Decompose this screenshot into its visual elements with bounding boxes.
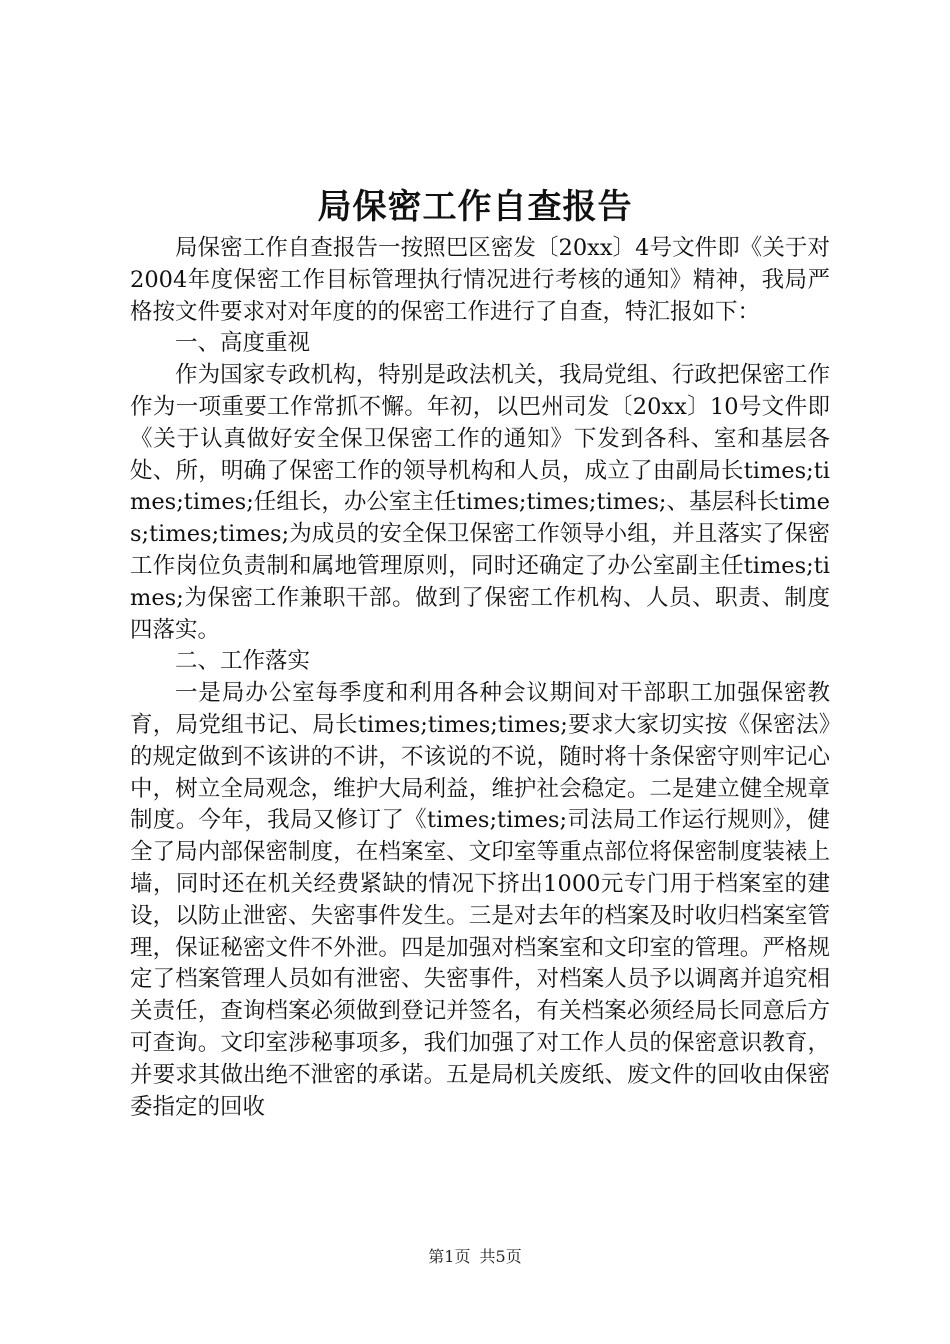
document-body (130, 233, 830, 1123)
page-total: 共5页 (479, 1247, 522, 1266)
page-footer (0, 1244, 950, 1267)
section-heading-1: 一、高度重视 (175, 330, 311, 357)
section-heading-2: 二、工作落实 (175, 648, 311, 675)
intro-paragraph: 局保密工作自查报告一按照巴区密发〔20xx〕4号文件即《关于对2004年度保密工作目标管理执行情况进行考核的通知》精神，我局严格按文件要求对对年度的的保密工作进行了自查，特汇报如下： (130, 235, 830, 325)
document-title: 局保密工作自查报告 (317, 187, 633, 227)
page-number: 第1页 (428, 1247, 471, 1266)
section-paragraph-2: 一是局办公室每季度和利用各种会议期间对干部职工加强保密教育，局党组书记、局长times;times;times;要求大家切实按《保密法》的规定做到不该讲的不讲，不该说的不说，随时将十条保密守则牢记心中，树立全局观念，维护大局利益，维护社会稳定。二是建立健全规章制度。今年，我局又修订了《times;times;司法局工作运行规则》，健全了局内部保密制度，在档案室、文印室等重点部位将保密制度装裱上墙，同时还在机关经费紧缺的情况下挤出1000元专门用于档案室的建设，以防止泄密、失密事件发生。三是对去年的档案及时收归档案室管理，保证秘密文件不外泄。四是加强对档案室和文印室的管理。严格规定了档案管理人员如有泄密、失密事件，对档案人员予以调离并追究相关责任，查询档案必须做到登记并签名，有关档案必须经局长同意后方可查询。文印室涉秘事项多，我们加强了对工作人员的保密意识教育，并要求其做出绝不泄密的承诺。五是局机关废纸、废文件的回收由保密委指定的回收 (130, 680, 830, 1120)
section-paragraph-1: 作为国家专政机构，特别是政法机关，我局党组、行政把保密工作作为一项重要工作常抓不懈。年初，以巴州司发〔20xx〕10号文件即《关于认真做好安全保卫保密工作的通知》下发到各科、室和基层各处、所，明确了保密工作的领导机构和人员，成立了由副局长times;times;times;任组长，办公室主任times;times;times;、基层科长times;times;times;为成员的安全保卫保密工作领导小组，并且落实了保密工作岗位负责制和属地管理原则，同时还确定了办公室副主任times;times;为保密工作兼职干部。做到了保密工作机构、人员、职责、制度四落实。 (130, 362, 830, 643)
